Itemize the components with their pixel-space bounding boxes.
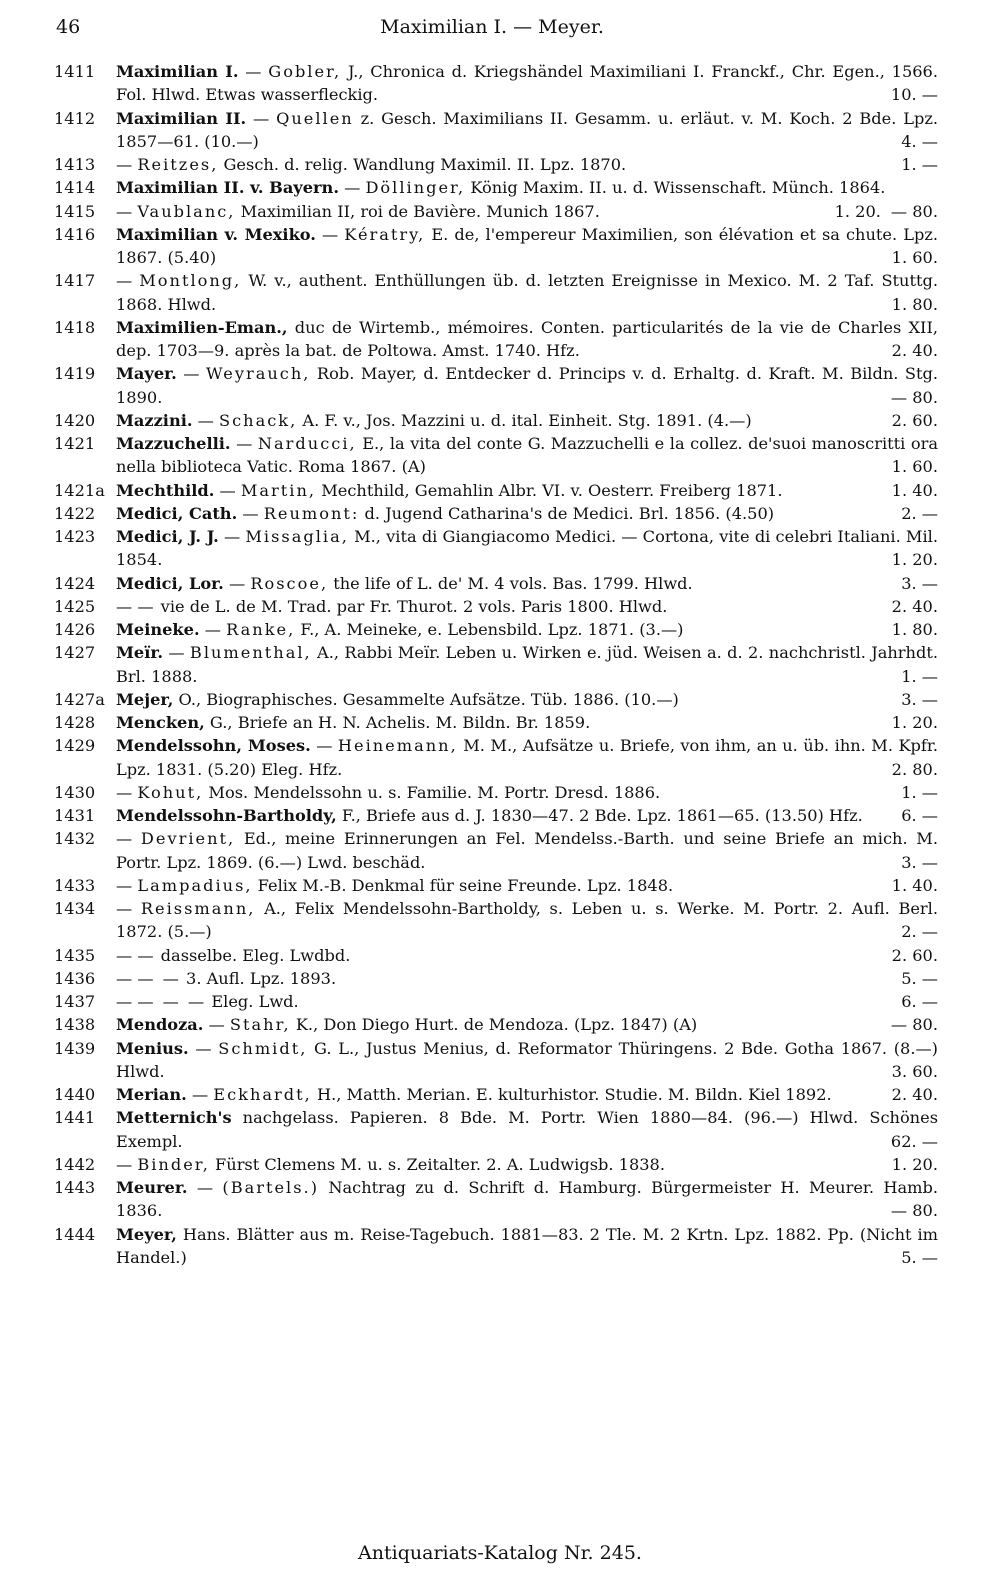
catalog-entry (54, 804, 938, 827)
entry-author: (Bartels.) (222, 1178, 320, 1197)
entry-text: K., Don Diego Hurt. de Mendoza. (Lpz. 1847) (A) (290, 1015, 698, 1035)
entry-number: 1421 (54, 434, 96, 453)
entry-number: 1441 (54, 1108, 96, 1128)
catalog-entry (54, 897, 938, 944)
entry-author: Vaublanc, (137, 201, 236, 221)
entry-number: 1432 (54, 829, 96, 849)
entry-price: 2. 40. (891, 596, 938, 616)
entry-text: M., vita di Giangiacomo Medici. — Cortona, vite di celebri Italiani. Mil. 1854. (116, 527, 939, 570)
entry-author: Schack, (218, 410, 298, 430)
entry-text: König Maxim. II. u. d. Wissenschaft. Münch. 1864. (465, 178, 886, 198)
entry-number: 1412 (54, 108, 96, 128)
entry-text: Rob. Mayer, d. Entdecker d. Princips v. d. Erhaltg. d. Kraft. M. Bildn. Stg. 1890. (116, 364, 938, 407)
entry-price: 1. — (901, 782, 938, 802)
entry-price: 5. — (901, 968, 938, 988)
entry-number: 1426 (54, 620, 96, 639)
entry-price: 2. 40. (891, 341, 938, 360)
entry-heading: Maximilian II. (116, 108, 247, 128)
catalog-entry (54, 618, 938, 641)
entry-text: M. M., Aufsätze u. Briefe, von ihm, an u. üb. ihn. M. Kpfr. Lpz. 1831. (5.20) Eleg. Hfz. (116, 736, 938, 779)
entry-author: Narducci, (257, 434, 357, 453)
entry-author: Schmidt, (218, 1038, 308, 1058)
catalog-entry (54, 781, 938, 804)
entry-number: 1413 (54, 155, 96, 174)
entry-author: Martin, (240, 480, 317, 500)
entry-body: Maximilian I. — Gobler, J., Chronica d. Kriegshändel Maximiliani I. Franckf., Chr. Egen., 1566. Fol. Hlwd. Etwas wasserfleckig. 10. — (116, 60, 938, 107)
entry-body: — — — — Eleg. Lwd. 6. — (116, 990, 938, 1013)
entry-number: 1421a (54, 480, 105, 500)
catalog-entry (54, 1223, 938, 1270)
entry-body: — Kohut, Mos. Mendelssohn u. s. Familie. M. Portr. Dresd. 1886. 1. — (116, 781, 938, 804)
entry-heading: Mazzuchelli. (116, 434, 231, 453)
entry-number: 1420 (54, 410, 96, 430)
entry-price: 1. 80. (891, 620, 938, 639)
entry-author: — (137, 596, 156, 616)
entry-price: 3. — (901, 689, 938, 709)
entry-body: Meurer. — (Bartels.) Nachtrag zu d. Schrift d. Hamburg. Bürgermeister H. Meurer. Hamb. 1836. — 80. (116, 1176, 938, 1223)
catalog-entry (54, 316, 938, 363)
catalog-entry (54, 990, 938, 1013)
catalog-entry (54, 1013, 938, 1036)
entry-body: Maximilian II. — Quellen z. Gesch. Maximilians II. Gesamm. u. erläut. v. M. Koch. 2 Bde. Lpz. 1857—61. (10.—) 4. — (116, 107, 938, 154)
entry-number: 1411 (54, 62, 96, 81)
entry-text: vie de L. de M. Trad. par Fr. Thurot. 2 vols. Paris 1800. Hlwd. (155, 596, 668, 616)
entry-body (116, 1223, 938, 1270)
entry-body: — Reissmann, A., Felix Mendelssohn-Bartholdy, s. Leben u. s. Werke. M. Portr. 2. Aufl. Berl. 1872. (5.—) 2. — (116, 897, 938, 944)
entry-text: Gesch. d. relig. Wandlung Maximil. II. Lpz. 1870. (218, 155, 627, 174)
entry-body: — — — 3. Aufl. Lpz. 1893. 5. — (116, 967, 938, 990)
entry-author: Kohut, (137, 782, 204, 802)
entry-author: Weyrauch, (205, 364, 311, 384)
entry-author: — — — (137, 992, 207, 1011)
entry-text: Ed., meine Erinnerungen an Fel. Mendelss.-Barth. und seine Briefe an mich. M. Portr. Lpz. 1869. (6.—) Lwd. beschäd. (116, 829, 938, 872)
page-number: 46 (56, 16, 81, 38)
entry-body: — Reitzes, Gesch. d. relig. Wandlung Maximil. II. Lpz. 1870. 1. — (116, 153, 938, 176)
catalog-entry (54, 944, 938, 967)
entry-body: Medici, Lor. — Roscoe, the life of L. de' M. 4 vols. Bas. 1799. Hlwd. 3. — (116, 572, 938, 595)
entry-price: 2. 60. (891, 945, 938, 965)
entry-number: 1417 (54, 271, 96, 291)
entry-number: 1439 (54, 1038, 96, 1058)
entry-text: Nachtrag zu d. Schrift d. Hamburg. Bürgermeister H. Meurer. Hamb. 1836. (116, 1178, 938, 1221)
entry-author: Döllinger, (365, 178, 466, 198)
entry-number: 1423 (54, 527, 96, 546)
entry-number: 1428 (54, 713, 96, 732)
entry-number: 1440 (54, 1085, 96, 1104)
entry-body (116, 1106, 938, 1153)
catalog-entry (54, 200, 938, 223)
entry-number: 1431 (54, 806, 96, 825)
catalog-entry (54, 641, 938, 688)
catalog-entry (54, 595, 938, 618)
entry-author: Roscoe, (250, 573, 329, 593)
entry-author: Lampadius, (137, 875, 253, 895)
entry-heading: Meyer, (116, 1224, 177, 1244)
entry-body: Mendoza. — Stahr, K., Don Diego Hurt. de Mendoza. (Lpz. 1847) (A) — 80. (116, 1013, 938, 1036)
entry-heading: Mechthild. (116, 480, 215, 500)
entry-author: Ranke, (226, 620, 296, 639)
entry-text: J., Chronica d. Kriegshändel Maximiliani I. Franckf., Chr. Egen., 1566. Fol. Hlwd. Etwas wasserfleckig. (116, 62, 938, 105)
entry-body: Mechthild. — Martin, Mechthild, Gemahlin Albr. VI. v. Oesterr. Freiberg 1871. 1. 40. (116, 479, 938, 502)
catalog-entry (54, 223, 938, 270)
page-footer: Antiquariats-Katalog Nr. 245. (358, 1542, 642, 1564)
entry-text: G. L., Justus Menius, d. Reformator Thüringens. 2 Bde. Gotha 1867. (8.—) Hlwd. (116, 1038, 938, 1081)
entry-number: 1443 (54, 1178, 96, 1197)
entry-heading: Maximilien-Eman., (116, 317, 288, 337)
catalog-entry (54, 432, 938, 479)
entry-text: W. v., authent. Enthüllungen üb. d. letzten Ereignisse in Mexico. M. 2 Taf. Stuttg. 1868. Hlwd. (116, 271, 938, 314)
entry-heading: Metternich's (116, 1108, 232, 1128)
entry-body (116, 804, 938, 827)
entry-text: A., Felix Mendelssohn-Bartholdy, s. Leben u. s. Werke. M. Portr. 2. Aufl. Berl. 1872. (5.—) (116, 899, 938, 942)
catalog-entry (54, 1176, 938, 1223)
entry-body: Merian. — Eckhardt, H., Matth. Merian. E. kulturhistor. Studie. M. Bildn. Kiel 1892. 2. 40. (116, 1083, 938, 1106)
entry-price: 3. 60. (891, 1061, 938, 1081)
catalog-entry (54, 60, 938, 107)
entry-heading: Medici, Lor. (116, 573, 224, 593)
entry-price: 62. — (890, 1131, 938, 1151)
catalog-entry (54, 1037, 938, 1084)
entry-price: 1. 20. (891, 1154, 938, 1174)
entry-body: — Lampadius, Felix M.-B. Denkmal für seine Freunde. Lpz. 1848. 1. 40. (116, 874, 938, 897)
entry-body: Menius. — Schmidt, G. L., Justus Menius, d. Reformator Thüringens. 2 Bde. Gotha 1867. (8.—) Hlwd. 3. 60. (116, 1037, 938, 1084)
entry-price: — 80. (890, 1015, 938, 1035)
entry-price: 3. — (901, 852, 938, 872)
entry-body (116, 316, 938, 363)
entry-heading: Mendelssohn-Bartholdy, (116, 806, 337, 825)
catalog-entry (54, 967, 938, 990)
entry-number: 1437 (54, 992, 96, 1011)
entry-text: d. Jugend Catharina's de Medici. Brl. 1856. (4.50) (359, 503, 775, 523)
entry-author: Kératry, (344, 224, 426, 244)
entry-number: 1442 (54, 1154, 96, 1174)
entry-price: 6. — (901, 806, 938, 825)
entry-text: the life of L. de' M. 4 vols. Bas. 1799. Hlwd. (328, 573, 693, 593)
entry-price: 2. 80. (891, 759, 938, 779)
entry-price: 6. — (901, 992, 938, 1011)
entry-price: 1. 40. (891, 875, 938, 895)
entry-text: H., Matth. Merian. E. kulturhistor. Studie. M. Bildn. Kiel 1892. (311, 1085, 832, 1104)
entry-heading: Mejer, (116, 689, 174, 709)
entry-heading: Maximilian v. Mexiko. (116, 224, 316, 244)
entry-body: — — vie de L. de M. Trad. par Fr. Thurot. 2 vols. Paris 1800. Hlwd. 2. 40. (116, 595, 938, 618)
entry-price: 1. — (901, 666, 938, 686)
entry-body: Mayer. — Weyrauch, Rob. Mayer, d. Entdecker d. Princips v. d. Erhaltg. d. Kraft. M. Bildn. Stg. 1890. — 80. (116, 362, 938, 409)
entry-number: 1416 (54, 224, 96, 244)
entry-number: 1427a (54, 689, 105, 709)
entry-heading: Mencken, (116, 713, 205, 732)
entry-author: Gobler, (268, 62, 342, 81)
entry-body: Mazzini. — Schack, A. F. v., Jos. Mazzini u. d. ital. Einheit. Stg. 1891. (4.—) 2. 60. (116, 409, 938, 432)
entry-number: 1429 (54, 736, 96, 756)
entry-price: 1. 60. (891, 457, 938, 477)
entry-text: Felix M.-B. Denkmal für seine Freunde. Lpz. 1848. (252, 875, 674, 895)
entry-body: — Binder, Fürst Clemens M. u. s. Zeitalter. 2. A. Ludwigsb. 1838. 1. 20. (116, 1153, 938, 1176)
catalog-entry (54, 1083, 938, 1106)
entry-heading: Merian. (116, 1085, 187, 1104)
entry-heading: Medici, J. J. (116, 527, 219, 546)
entry-body: — Devrient, Ed., meine Erinnerungen an Fel. Mendelss.-Barth. und seine Briefe an mich. M. Portr. Lpz. 1869. (6.—) Lwd. beschäd. 3. — (116, 827, 938, 874)
entry-number: 1427 (54, 643, 96, 663)
entry-author: — — (137, 968, 181, 988)
entry-body (116, 711, 938, 734)
entry-text: E. de, l'empereur Maximilien, son élévation et sa chute. Lpz. 1867. (5.40) (116, 224, 938, 267)
entry-heading: Meineke. (116, 620, 200, 639)
entry-price: 2. — (901, 503, 938, 523)
entry-text: Eleg. Lwd. (206, 992, 299, 1011)
catalog-entry (54, 153, 938, 176)
entry-author: Blumenthal, (189, 643, 312, 663)
entry-text: A. F. v., Jos. Mazzini u. d. ital. Einheit. Stg. 1891. (4.—) (297, 410, 752, 430)
entry-heading: Meïr. (116, 643, 164, 663)
entry-price: 5. — (901, 1247, 938, 1267)
entry-body: Mazzuchelli. — Narducci, E., la vita del conte G. Mazzuchelli e la collez. de'suoi manoscritti ora nella biblioteca Vatic. Roma 1867. (A) 1. 60. (116, 432, 938, 479)
entry-body: Meineke. — Ranke, F., A. Meineke, e. Lebensbild. Lpz. 1871. (3.—) 1. 80. (116, 618, 938, 641)
catalog-entry (54, 502, 938, 525)
catalog-entry (54, 525, 938, 572)
catalog-entry (54, 1106, 938, 1153)
entry-number: 1444 (54, 1224, 96, 1244)
entry-body (116, 688, 938, 711)
entry-heading: Mendoza. (116, 1015, 204, 1035)
entry-text: A., Rabbi Meïr. Leben u. Wirken e. jüd. Weisen a. d. 2. nachchristl. Jahrhdt. Brl. 1888. (116, 643, 938, 686)
entry-text: Hans. Blätter aus m. Reise-Tagebuch. 1881—83. 2 Tle. M. 2 Krtn. Lpz. 1882. Pp. (Nicht im Handel.) (116, 1224, 938, 1267)
catalog-entry (54, 688, 938, 711)
entry-text: dasselbe. Eleg. Lwdbd. (155, 945, 351, 965)
entry-heading: Maximilian I. (116, 62, 239, 81)
entry-text: F., A. Meineke, e. Lebensbild. Lpz. 1871. (3.—) (295, 620, 684, 639)
entry-number: 1414 (54, 178, 96, 198)
catalog-entries (54, 60, 938, 1269)
entry-body: Mendelssohn, Moses. — Heinemann, M. M., Aufsätze u. Briefe, von ihm, an u. üb. ihn. M. Kpfr. Lpz. 1831. (5.20) Eleg. Hfz. 2. 80. (116, 734, 938, 781)
catalog-entry (54, 734, 938, 781)
catalog-entry (54, 269, 938, 316)
entry-price: 3. — (901, 573, 938, 593)
entry-heading: Medici, Cath. (116, 503, 238, 523)
entry-author: Reitzes, (137, 155, 219, 174)
entry-number: 1434 (54, 899, 96, 918)
entry-heading: Menius. (116, 1038, 189, 1058)
entry-body: — Vaublanc, Maximilian II, roi de Bavière. Munich 1867. 1. 20. (116, 200, 938, 223)
entry-price: 10. — (890, 85, 938, 105)
entry-heading: Mayer. (116, 364, 177, 384)
entry-price: 4. — (901, 131, 938, 151)
entry-number: 1436 (54, 968, 96, 988)
entry-body: Maximilian v. Mexiko. — Kératry, E. de, l'empereur Maximilien, son élévation et sa chute. Lpz. 1867. (5.40) 1. 60. (116, 223, 938, 270)
catalog-entry (54, 409, 938, 432)
catalog-entry (54, 711, 938, 734)
catalog-entry (54, 362, 938, 409)
entry-text: Mechthild, Gemahlin Albr. VI. v. Oesterr. Freiberg 1871. (316, 480, 783, 500)
entry-text: F., Briefe aus d. J. 1830—47. 2 Bde. Lpz. 1861—65. (13.50) Hfz. (336, 806, 863, 825)
entry-price: 1. — (901, 155, 938, 174)
entry-body: Maximilian II. v. Bayern. — Döllinger, König Maxim. II. u. d. Wissenschaft. Münch. 1864. — 80. (116, 176, 938, 199)
catalog-entry (54, 107, 938, 154)
catalog-entry (54, 1153, 938, 1176)
entry-text: Mos. Mendelssohn u. s. Familie. M. Portr. Dresd. 1886. (203, 782, 661, 802)
entry-number: 1438 (54, 1015, 96, 1035)
entry-number: 1430 (54, 782, 96, 802)
entry-price: 1. 20. (891, 713, 938, 732)
entry-author: Montlong, (139, 271, 242, 291)
entry-heading: Meurer. (116, 1178, 188, 1197)
entry-author: Reissmann, (140, 899, 256, 918)
entry-price: 2. — (901, 922, 938, 942)
entry-body: — Montlong, W. v., authent. Enthüllungen üb. d. letzten Ereignisse in Mexico. M. 2 Taf. Stuttg. 1868. Hlwd. 1. 80. (116, 269, 938, 316)
entry-price: 1. 40. (891, 480, 938, 500)
entry-price: 1. 20. (834, 201, 881, 221)
entry-body: Meïr. — Blumenthal, A., Rabbi Meïr. Leben u. Wirken e. jüd. Weisen a. d. 2. nachchristl. Jahrhdt. Brl. 1888. 1. — (116, 641, 938, 688)
catalog-entry (54, 827, 938, 874)
catalog-entry (54, 572, 938, 595)
entry-body: Medici, Cath. — Reumont: d. Jugend Catharina's de Medici. Brl. 1856. (4.50) 2. — (116, 502, 938, 525)
entry-author: Eckhardt, (213, 1085, 312, 1104)
entry-author: Heinemann, (337, 736, 458, 756)
entry-author: Binder, (137, 1154, 210, 1174)
entry-number: 1419 (54, 364, 96, 384)
entry-text: 3. Aufl. Lpz. 1893. (180, 968, 337, 988)
entry-body: — — dasselbe. Eleg. Lwdbd. 2. 60. (116, 944, 938, 967)
catalog-entry (54, 479, 938, 502)
entry-price: 2. 40. (891, 1085, 938, 1104)
entry-author: Quellen (276, 108, 354, 128)
entry-price: — 80. (890, 1201, 938, 1221)
entry-price: 1. 80. (891, 294, 938, 314)
entry-text: duc de Wirtemb., mémoires. Conten. particularités de la vie de Charles XII, dep. 1703—9. après la bat. de Poltowa. Amst. 1740. Hfz. (116, 317, 938, 360)
entry-text: nachgelass. Papieren. 8 Bde. M. Portr. Wien 1880—84. (96.—) Hlwd. Schönes Exempl. (116, 1108, 938, 1151)
entry-text: Fürst Clemens M. u. s. Zeitalter. 2. A. Ludwigsb. 1838. (209, 1154, 665, 1174)
entry-number: 1415 (54, 201, 96, 221)
entry-heading: Mazzini. (116, 410, 193, 430)
entry-author: Devrient, (140, 829, 236, 849)
entry-author: Stahr, (229, 1015, 291, 1035)
entry-price: 1. 60. (891, 248, 938, 267)
entry-author: Reumont: (263, 503, 360, 523)
running-title: Maximilian I. — Meyer. (380, 16, 604, 38)
entry-text: G., Briefe an H. N. Achelis. M. Bildn. Br. 1859. (204, 713, 591, 732)
page-header (48, 12, 936, 44)
entry-number: 1422 (54, 503, 96, 523)
entry-price: — 80. (890, 201, 938, 221)
entry-price: 1. 20. (891, 550, 938, 570)
entry-number: 1424 (54, 573, 96, 593)
entry-number: 1418 (54, 317, 96, 337)
entry-body: Medici, J. J. — Missaglia, M., vita di Giangiacomo Medici. — Cortona, vite di celebri Italiani. Mil. 1854. 1. 20. (116, 525, 938, 572)
entry-number: 1425 (54, 596, 96, 616)
entry-number: 1433 (54, 875, 96, 895)
entry-price: 2. 60. (891, 410, 938, 430)
entry-author: — (137, 945, 156, 965)
entry-author: Missaglia, (245, 527, 349, 546)
catalog-entry (54, 874, 938, 897)
entry-heading: Maximilian II. v. Bayern. (116, 178, 339, 198)
entry-heading: Mendelssohn, Moses. (116, 736, 311, 756)
entry-number: 1435 (54, 945, 96, 965)
entry-text: z. Gesch. Maximilians II. Gesamm. u. erläut. v. M. Koch. 2 Bde. Lpz. 1857—61. (10.—) (116, 108, 938, 151)
entry-price: — 80. (890, 387, 938, 407)
entry-text: O., Biographisches. Gesammelte Aufsätze. Tüb. 1886. (10.—) (173, 689, 679, 709)
entry-text: E., la vita del conte G. Mazzuchelli e la collez. de'suoi manoscritti ora nella biblioteca Vatic. Roma 1867. (A) (116, 434, 939, 477)
entry-text: Maximilian II, roi de Bavière. Munich 1867. (235, 201, 600, 221)
